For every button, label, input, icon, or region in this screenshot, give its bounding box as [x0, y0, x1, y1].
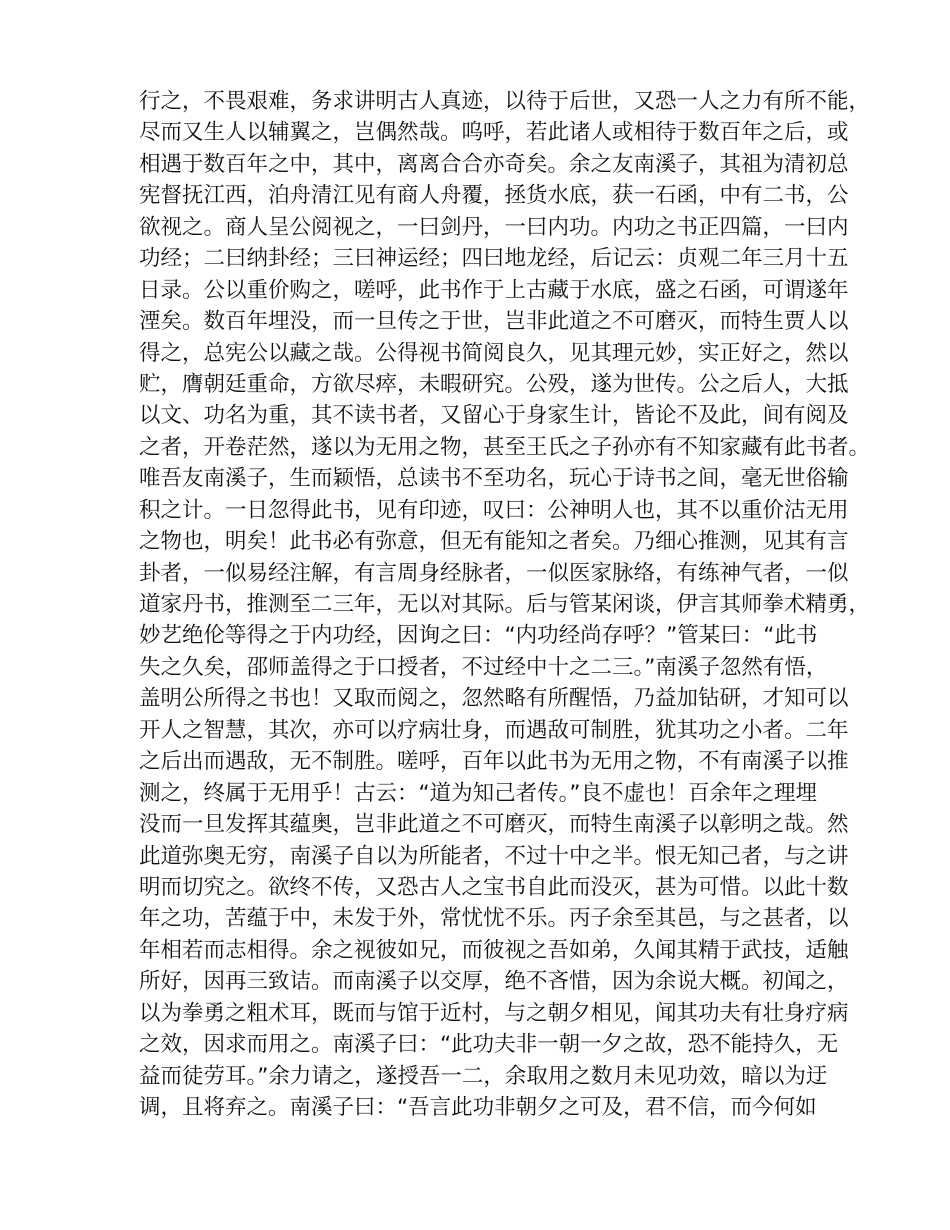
text-line: 之物也，明矣！此书必有弥意，但无有能知之者矣。乃细心推测，见其有言 [139, 529, 849, 555]
text-line: 年之功，苦蕴于中，未发于外，常忧忧不乐。丙子余至其邑，与之甚者，以 [139, 906, 849, 932]
text-line: 积之计。一日忽得此书，见有印迹，叹曰：公神明人也，其不以重价沽无用 [139, 497, 849, 523]
text-line: 功经；二曰纳卦经；三曰神运经；四曰地龙经，后记云：贞观二年三月十五 [139, 246, 849, 272]
text-line: 开人之智慧，其次，亦可以疗病壮身，而遇敌可制胜，犹其功之小者。二年 [139, 717, 849, 743]
text-line: 唯吾友南溪子，生而颖悟，总读书不至功名，玩心于诗书之间，毫无世俗输 [139, 466, 849, 492]
text-line: 明而切究之。欲终不传，又恐古人之宝书自此而没灭，甚为可惜。以此十数 [139, 874, 849, 900]
text-line: 贮，膺朝廷重命，方欲尽瘁，未暇研究。公殁，遂为世传。公之后人，大抵 [139, 371, 849, 397]
text-line: 湮矣。数百年埋没，而一旦传之于世，岂非此道之不可磨灭，而特生贾人以 [139, 309, 849, 335]
text-line: 日录。公以重价购之，嗟呼，此书作于上古藏于水底，盛之石函，可谓遂年 [139, 277, 849, 303]
text-line: 以文、功名为重，其不读书者，又留心于身家生计，皆论不及此，间有阅及 [139, 403, 849, 429]
text-line: 卦者，一似易经注解，有言周身经脉者，一似医家脉络，有练神气者，一似 [139, 560, 849, 586]
text-line: 失之久矣，邵师盖得之于口授者，不过经中十之二三。”南溪子忽然有悟， [139, 654, 828, 680]
text-line: 之后出而遇敌，无不制胜。嗟呼，百年以此书为无用之物，不有南溪子以推 [139, 749, 849, 775]
text-line: 尽而又生人以辅翼之，岂偶然哉。呜呼，若此诸人或相待于数百年之后，或 [139, 120, 849, 146]
text-line: 相遇于数百年之中，其中，离离合合亦奇矣。余之友南溪子，其祖为清初总 [139, 151, 849, 177]
text-line: 妙艺绝伦等得之于内功经，因询之曰：“内功经尚存呼？”管某曰：“此书 [139, 623, 818, 649]
text-line: 盖明公所得之书也！又取而阅之，忽然略有所醒悟，乃益加钻研，才知可以 [139, 686, 849, 712]
text-line: 行之，不畏艰难，务求讲明古人真迹，以待于后世，又恐一人之力有所不能， [139, 89, 871, 114]
text-line: 宪督抚江西，泊舟清江见有商人舟覆，拯货水底，获一石函，中有二书，公 [139, 183, 849, 209]
text-line: 道家丹书，推测至二三年，无以对其际。后与管某闲谈，伊言其师拳术精勇， [139, 592, 871, 617]
text-line: 年相若而志相得。余之视彼如兄，而彼视之吾如弟，久闻其精于武技，适触 [139, 937, 849, 963]
text-line: 益而徒劳耳。”余力请之，遂授吾一二，余取用之数月未见功效，暗以为迂 [139, 1063, 828, 1089]
text-line: 调，且将弃之。南溪子曰：“吾言此功非朝夕之可及，君不信，而今何如 [139, 1095, 817, 1120]
text-line: 没而一旦发挥其蕴奥，岂非此道之不可磨灭，而特生南溪子以彰明之哉。然 [139, 812, 849, 838]
text-line: 之者，开卷茫然，遂以为无用之物，甚至王氏之子孙亦有不知家藏有此书者。 [139, 434, 871, 460]
text-line: 所好，因再三致诘。而南溪子以交厚，绝不吝惜，因为余说大概。初闻之， [139, 969, 849, 995]
text-line: 测之，终属于无用乎！古云：“道为知己者传。”良不虚也！百余年之理埋 [139, 780, 818, 806]
text-line: 欲视之。商人呈公阅视之，一曰剑丹，一曰内功。内功之书正四篇，一曰内 [139, 214, 849, 240]
text-line: 此道弥奥无穷，南溪子自以为所能者，不过十中之半。恨无知己者，与之讲 [139, 843, 849, 869]
text-line: 之效，因求而用之。南溪子曰：“此功夫非一朝一夕之故，恐不能持久，无 [139, 1032, 839, 1058]
body-text [139, 86, 871, 1123]
text-line: 以为拳勇之粗术耳，既而与馆于近村，与之朝夕相见，闻其功夫有壮身疗病 [139, 1000, 849, 1026]
text-line: 得之，总宪公以藏之哉。公得视书简阅良久，见其理元妙，实正好之，然以 [139, 340, 849, 366]
